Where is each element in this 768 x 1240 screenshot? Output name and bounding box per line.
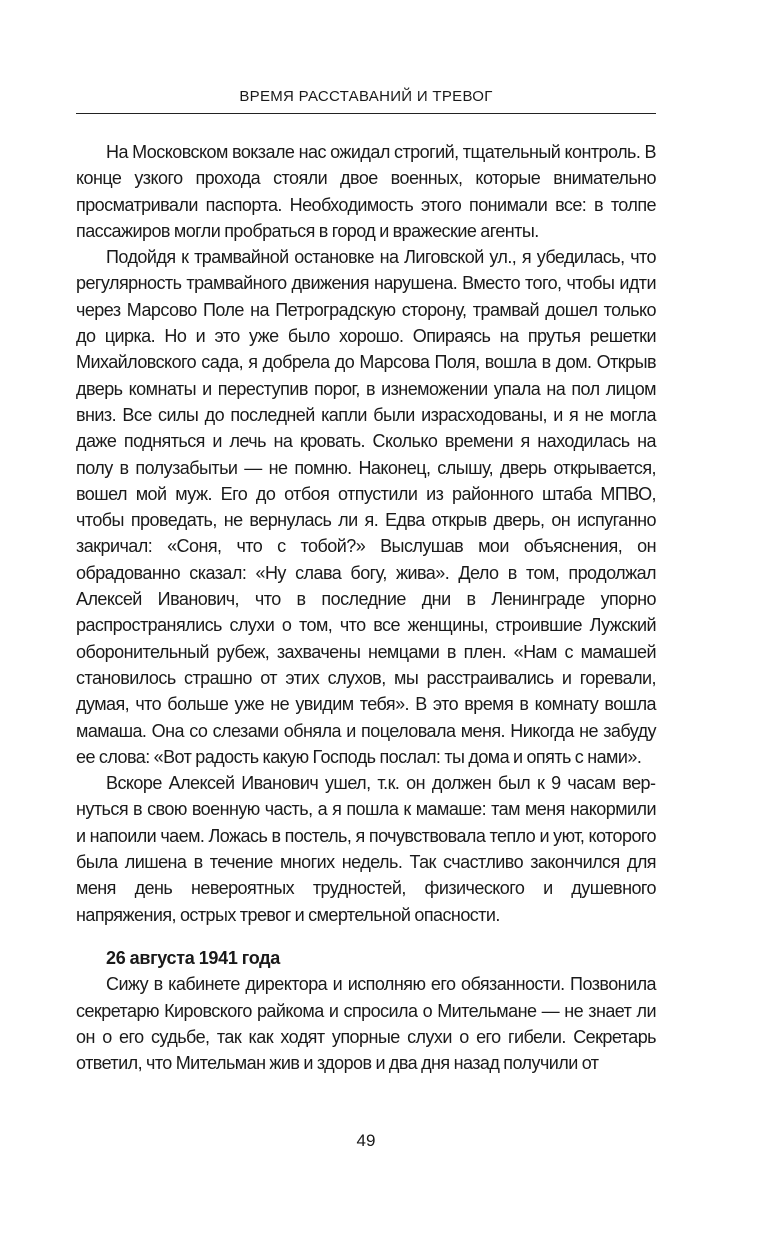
paragraph: Сижу в кабинете директора и исполняю его обязанности. Позвонила секретарю Кировского райкома и спросила о Мительмане — не знает ли он о его судьбе, так как ходят упорные слухи о его гибели. Секретарь ответил, что Мительман жив и здоров и два дня назад получили от [76,974,656,1074]
body-text [76,139,656,1076]
paragraph: Подойдя к трамвайной остановке на Лиговской ул., я убедилась, что регулярность трамвайного движения нарушена. Вместо того, чтобы идти через Марсово Поле на Петроградскую сторону, трамвай дошел только до цирка. Но и это уже было хорошо. Опираясь на прутья решетки Михайловского сада, я добрела до Марсова Поля, вошла в дом. Открыв дверь комнаты и переступив порог, в изнеможении упала на пол лицом вниз. Все силы до последней капли были израсходованы, и я не могла даже подняться и лечь на кровать. Сколько времени я находилась на полу в полузабытьи — не помню. Наконец, слышу, дверь открывается, вошел мой муж. Его до отбоя отпустили из районного штаба МПВО, чтобы проведать, не вернулась ли я. Едва открыв дверь, он испуганно закричал: «Соня, что с тобой?» Выслушав мои объяснения, он обрадованно сказал: «Ну слава богу, жива». Дело в том, продолжал Алексей Иванович, что в последние дни в Ленинграде упорно распространялись слухи о том, что все женщины, строившие Лужский оборонительный рубеж, захвачены немцами в плен. «Нам с мамашей становилось страшно от этих слухов, мы расстраивались и горевали, думая, что больше уже не увидим тебя». В это время в комнату вошла мамаша. Она со слезами обняла и поцеловала меня. Никогда не забуду ее слова: «Вот радость какую Господь послал: ты дома и опять с нами». [76,247,656,767]
page-number: 49 [356,1131,376,1150]
paragraph: На Московском вокзале нас ожидал строгий, тщательный контроль. В конце узкого прохода стояли двое военных, которые внимательно просматривали паспорта. Необходимость этого понимали все: в толпе пассажиров могли пробраться в город и вражеские агенты. [76,142,656,241]
header-rule [76,113,656,114]
paragraph: Вскоре Алексей Иванович ушел, т.к. он должен был к 9 часам вернуться в свою военную часть, а я пошла к мамаше: там меня накормили и напоили чаем. Ложась в постель, я почувствовала тепло и уют, которого была лишена в течение многих недель. Так счастливо закончился для меня день невероятных трудностей, физического и душевного напряжения, острых тревог и смертельной опасности. [76,773,656,925]
running-head: ВРЕМЯ РАССТАВАНИЙ И ТРЕВОГ [239,88,493,105]
diary-entry-date: 26 августа 1941 года [106,947,280,968]
